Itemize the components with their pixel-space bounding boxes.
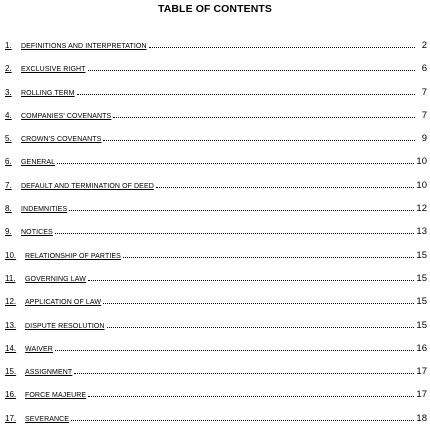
toc-entry-general[interactable]	[5, 156, 427, 179]
dot-leader	[69, 210, 414, 211]
toc-entry-link[interactable]: GENERAL	[21, 159, 56, 167]
toc-entry-number: 4.	[5, 110, 12, 120]
toc-entry-page: 17	[416, 389, 427, 401]
toc-entry-link[interactable]: DEFAULT AND TERMINATION OF DEED	[21, 182, 154, 190]
toc-entry-rolling-term[interactable]	[5, 87, 427, 110]
dot-leader	[103, 140, 415, 141]
toc-entry-number: 1.	[5, 41, 12, 50]
toc-entry-link[interactable]: SEVERANCE	[25, 415, 70, 423]
toc-entry-indemnities[interactable]	[5, 203, 427, 226]
toc-entry-number: 15.	[5, 367, 17, 377]
toc-entry-application-of-law[interactable]	[5, 296, 427, 319]
toc-entry-page: 12	[416, 203, 427, 215]
toc-entry-number: 2.	[5, 64, 12, 74]
toc-list	[5, 40, 427, 436]
dot-leader	[55, 233, 415, 234]
toc-entry-default-termination[interactable]	[5, 180, 427, 203]
toc-entry-link[interactable]: EXCLUSIVE RIGHT	[21, 66, 86, 74]
dot-leader	[88, 280, 414, 281]
toc-entry-assignment[interactable]	[5, 366, 427, 389]
toc-entry-page: 10	[416, 179, 427, 191]
toc-entry-page: 7	[421, 86, 427, 98]
toc-entry-link[interactable]: ROLLING TERM	[21, 89, 75, 97]
toc-entry-number: 7.	[5, 180, 12, 190]
dot-leader	[71, 420, 414, 421]
dot-leader	[57, 163, 414, 164]
toc-entry-page: 15	[416, 319, 427, 331]
toc-entry-number: 11.	[5, 273, 16, 283]
toc-entry-number: 3.	[5, 87, 12, 97]
toc-entry-number: 14.	[5, 343, 17, 353]
dot-leader	[103, 303, 414, 304]
dot-leader	[88, 396, 414, 397]
toc-entry-link[interactable]: FORCE MAJEURE	[25, 392, 87, 400]
toc-entry-number: 16.	[5, 390, 17, 400]
toc-entry-governing-law[interactable]	[5, 273, 427, 296]
dot-leader	[88, 70, 415, 71]
toc-entry-notices[interactable]	[5, 226, 427, 249]
toc-entry-page: 17	[416, 366, 427, 378]
toc-entry-link[interactable]: INDEMNITIES	[21, 206, 68, 214]
toc-entry-link[interactable]: GOVERNING LAW	[25, 275, 86, 283]
toc-entry-page: 15	[416, 249, 427, 261]
toc-entry-force-majeure[interactable]	[5, 389, 427, 412]
toc-entry-link[interactable]: APPLICATION OF LAW	[25, 299, 102, 307]
toc-entry-page: 13	[416, 226, 427, 238]
dot-leader	[107, 327, 415, 328]
toc-entry-link[interactable]: RELATIONSHIP OF PARTIES	[25, 252, 121, 260]
toc-entry-number: 8.	[5, 204, 12, 214]
toc-entry-waiver[interactable]	[5, 343, 427, 366]
toc-entry-link[interactable]: ASSIGNMENT	[25, 369, 73, 377]
toc-entry-number: 10.	[5, 250, 17, 260]
toc-entry-crowns-covenants[interactable]	[5, 133, 427, 156]
toc-entry-link[interactable]: DEFINITIONS AND INTERPRETATION	[21, 43, 147, 50]
toc-entry-link[interactable]: COMPANIES' COVENANTS	[21, 112, 112, 120]
toc-entry-link[interactable]: CROWN'S COVENANTS	[21, 136, 102, 144]
toc-entry-page: 15	[416, 272, 427, 284]
dot-leader	[123, 257, 415, 258]
toc-title: TABLE OF CONTENTS	[157, 3, 273, 15]
toc-entry-dispute-resolution[interactable]	[5, 320, 427, 343]
toc-entry-number: 12.	[5, 297, 17, 307]
toc-entry-number: 5.	[5, 134, 12, 144]
toc-entry-number: 9.	[5, 227, 12, 237]
toc-entry-number: 17.	[5, 413, 17, 423]
toc-entry-page: 15	[416, 296, 427, 308]
toc-entry-definitions[interactable]	[5, 40, 427, 63]
toc-entry-relationship-of-parties[interactable]	[5, 250, 427, 273]
dot-leader	[113, 117, 415, 118]
toc-entry-severance[interactable]	[5, 413, 427, 436]
toc-entry-companies-covenants[interactable]	[5, 110, 427, 133]
dot-leader	[74, 373, 414, 374]
toc-entry-page: 6	[421, 63, 427, 75]
dot-leader	[156, 187, 415, 188]
dot-leader	[149, 47, 415, 48]
toc-entry-link[interactable]: NOTICES	[21, 229, 53, 237]
toc-entry-page: 18	[416, 412, 427, 424]
toc-entry-page: 16	[416, 342, 427, 354]
toc-entry-page: 9	[421, 133, 427, 145]
toc-entry-link[interactable]: DISPUTE RESOLUTION	[25, 322, 105, 330]
toc-entry-exclusive-right[interactable]	[5, 63, 427, 86]
toc-entry-number: 6.	[5, 157, 12, 167]
dot-leader	[77, 94, 415, 95]
toc-entry-page: 2	[421, 40, 427, 51]
toc-entry-number: 13.	[5, 320, 17, 330]
toc-entry-page: 7	[421, 109, 427, 121]
toc-entry-page: 10	[416, 156, 427, 168]
dot-leader	[55, 350, 414, 351]
toc-entry-link[interactable]: WAIVER	[25, 345, 53, 353]
